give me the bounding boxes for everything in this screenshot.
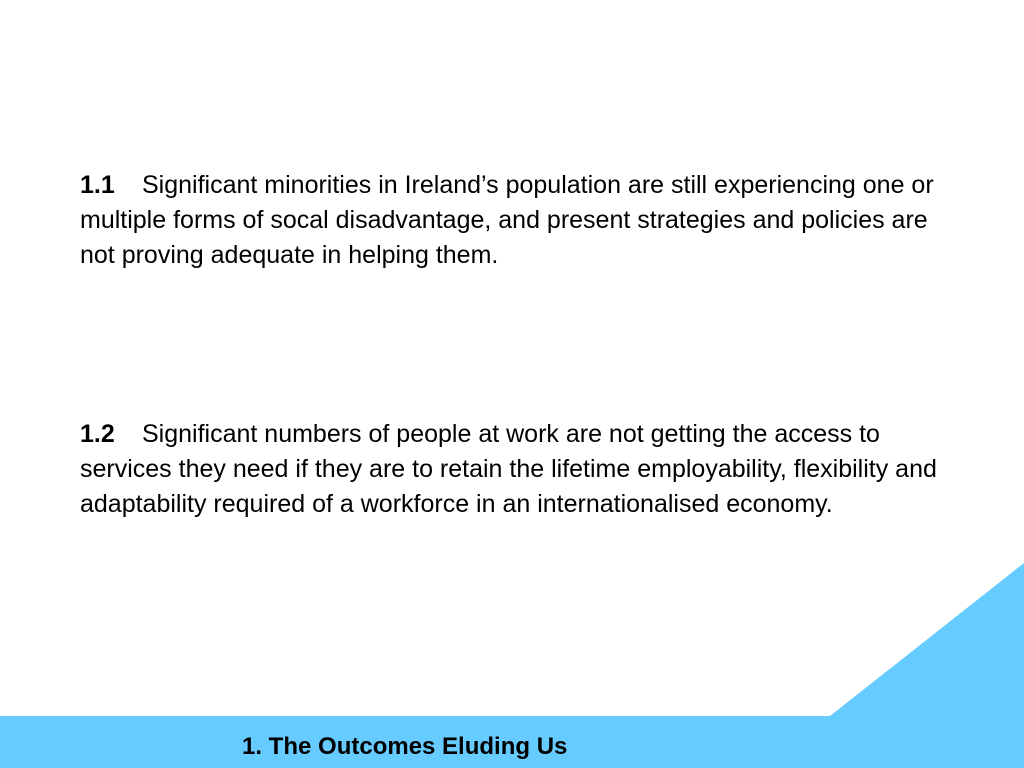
paragraph-number: 1.2 — [80, 420, 115, 448]
slide-title: 1. The Outcomes Eluding Us — [242, 733, 568, 760]
paragraph-1-2 — [80, 417, 960, 522]
paragraph-text: Significant minorities in Ireland’s population are still experiencing one or multiple forms of socal disadvantage, and present strategies and policies are not proving adequate in helping them. — [80, 171, 934, 269]
paragraph-number: 1.1 — [80, 171, 115, 199]
paragraph-text: Significant numbers of people at work are not getting the access to services they need if they are to retain the lifetime employability, flexibility and adaptability required of a workforce in an internationalised economy. — [80, 420, 937, 518]
paragraph-1-1 — [80, 168, 960, 273]
